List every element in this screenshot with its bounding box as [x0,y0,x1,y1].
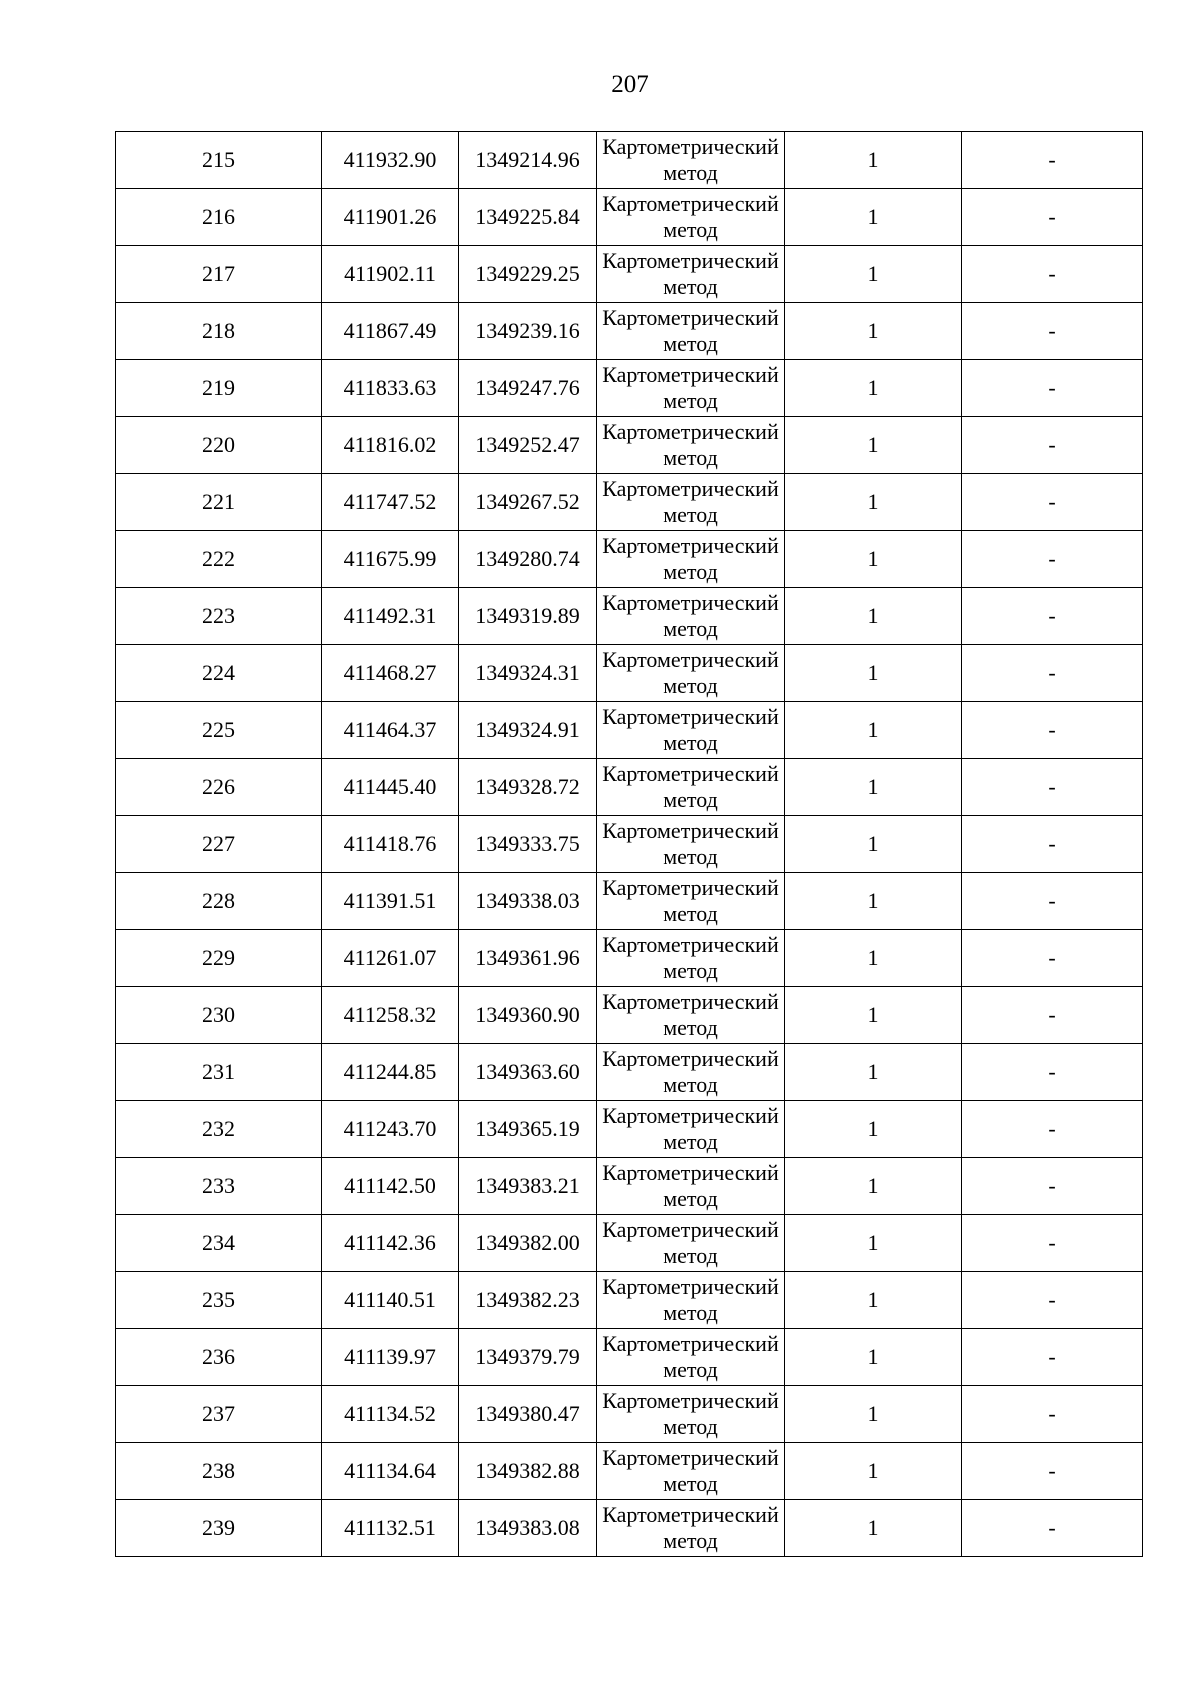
accuracy-cell: 1 [785,873,962,930]
page-number: 207 [611,71,649,98]
point-number-cell: 222 [116,531,322,588]
y-coordinate-cell: 1349214.96 [459,132,597,189]
y-coordinate-cell: 1349383.21 [459,1158,597,1215]
table-row [116,1329,1143,1386]
table-row [116,1044,1143,1101]
accuracy-cell: 1 [785,1215,962,1272]
note-cell: - [962,1158,1143,1215]
note-cell: - [962,1272,1143,1329]
point-number-cell: 224 [116,645,322,702]
accuracy-cell: 1 [785,1158,962,1215]
accuracy-cell: 1 [785,1443,962,1500]
y-coordinate-cell: 1349328.72 [459,759,597,816]
point-number-cell: 221 [116,474,322,531]
note-cell: - [962,1386,1143,1443]
y-coordinate-cell: 1349252.47 [459,417,597,474]
note-cell: - [962,189,1143,246]
point-number-cell: 230 [116,987,322,1044]
coordinates-table-body [116,132,1143,1557]
table-row [116,645,1143,702]
x-coordinate-cell: 411134.52 [322,1386,459,1443]
accuracy-cell: 1 [785,987,962,1044]
accuracy-cell: 1 [785,1500,962,1557]
point-number-cell: 217 [116,246,322,303]
x-coordinate-cell: 411418.76 [322,816,459,873]
accuracy-cell: 1 [785,645,962,702]
note-cell: - [962,1215,1143,1272]
note-cell: - [962,1443,1143,1500]
accuracy-cell: 1 [785,1101,962,1158]
y-coordinate-cell: 1349338.03 [459,873,597,930]
note-cell: - [962,132,1143,189]
method-cell: Картометрический метод [597,1500,785,1557]
x-coordinate-cell: 411261.07 [322,930,459,987]
note-cell: - [962,246,1143,303]
note-cell: - [962,1329,1143,1386]
method-cell: Картометрический метод [597,930,785,987]
method-cell: Картометрический метод [597,303,785,360]
y-coordinate-cell: 1349382.00 [459,1215,597,1272]
y-coordinate-cell: 1349361.96 [459,930,597,987]
y-coordinate-cell: 1349239.16 [459,303,597,360]
method-cell: Картометрический метод [597,873,785,930]
x-coordinate-cell: 411932.90 [322,132,459,189]
method-cell: Картометрический метод [597,132,785,189]
y-coordinate-cell: 1349360.90 [459,987,597,1044]
table-row [116,360,1143,417]
table-row [116,474,1143,531]
point-number-cell: 226 [116,759,322,816]
accuracy-cell: 1 [785,1044,962,1101]
method-cell: Картометрический метод [597,1443,785,1500]
note-cell: - [962,873,1143,930]
method-cell: Картометрический метод [597,759,785,816]
note-cell: - [962,588,1143,645]
method-cell: Картометрический метод [597,816,785,873]
table-row [116,1101,1143,1158]
method-cell: Картометрический метод [597,474,785,531]
x-coordinate-cell: 411902.11 [322,246,459,303]
point-number-cell: 239 [116,1500,322,1557]
method-cell: Картометрический метод [597,1044,785,1101]
accuracy-cell: 1 [785,474,962,531]
point-number-cell: 220 [116,417,322,474]
y-coordinate-cell: 1349365.19 [459,1101,597,1158]
point-number-cell: 233 [116,1158,322,1215]
accuracy-cell: 1 [785,531,962,588]
x-coordinate-cell: 411492.31 [322,588,459,645]
method-cell: Картометрический метод [597,1101,785,1158]
note-cell: - [962,303,1143,360]
note-cell: - [962,702,1143,759]
x-coordinate-cell: 411867.49 [322,303,459,360]
point-number-cell: 218 [116,303,322,360]
x-coordinate-cell: 411445.40 [322,759,459,816]
point-number-cell: 225 [116,702,322,759]
y-coordinate-cell: 1349380.47 [459,1386,597,1443]
accuracy-cell: 1 [785,816,962,873]
accuracy-cell: 1 [785,588,962,645]
y-coordinate-cell: 1349382.23 [459,1272,597,1329]
accuracy-cell: 1 [785,417,962,474]
x-coordinate-cell: 411142.50 [322,1158,459,1215]
note-cell: - [962,531,1143,588]
y-coordinate-cell: 1349267.52 [459,474,597,531]
x-coordinate-cell: 411464.37 [322,702,459,759]
x-coordinate-cell: 411391.51 [322,873,459,930]
accuracy-cell: 1 [785,189,962,246]
x-coordinate-cell: 411142.36 [322,1215,459,1272]
y-coordinate-cell: 1349319.89 [459,588,597,645]
accuracy-cell: 1 [785,1272,962,1329]
method-cell: Картометрический метод [597,1329,785,1386]
point-number-cell: 219 [116,360,322,417]
note-cell: - [962,474,1143,531]
table-row [116,759,1143,816]
method-cell: Картометрический метод [597,1158,785,1215]
accuracy-cell: 1 [785,360,962,417]
y-coordinate-cell: 1349363.60 [459,1044,597,1101]
x-coordinate-cell: 411901.26 [322,189,459,246]
accuracy-cell: 1 [785,759,962,816]
point-number-cell: 234 [116,1215,322,1272]
method-cell: Картометрический метод [597,987,785,1044]
method-cell: Картометрический метод [597,1215,785,1272]
method-cell: Картометрический метод [597,588,785,645]
note-cell: - [962,816,1143,873]
table-row [116,132,1143,189]
y-coordinate-cell: 1349280.74 [459,531,597,588]
point-number-cell: 215 [116,132,322,189]
accuracy-cell: 1 [785,303,962,360]
table-row [116,1215,1143,1272]
x-coordinate-cell: 411140.51 [322,1272,459,1329]
table-row [116,1272,1143,1329]
method-cell: Картометрический метод [597,1272,785,1329]
method-cell: Картометрический метод [597,246,785,303]
y-coordinate-cell: 1349379.79 [459,1329,597,1386]
table-row [116,303,1143,360]
point-number-cell: 223 [116,588,322,645]
table-row [116,1443,1143,1500]
note-cell: - [962,360,1143,417]
accuracy-cell: 1 [785,1386,962,1443]
note-cell: - [962,417,1143,474]
accuracy-cell: 1 [785,246,962,303]
accuracy-cell: 1 [785,702,962,759]
note-cell: - [962,645,1143,702]
point-number-cell: 227 [116,816,322,873]
table-row [116,816,1143,873]
table-row [116,588,1143,645]
point-number-cell: 229 [116,930,322,987]
x-coordinate-cell: 411244.85 [322,1044,459,1101]
note-cell: - [962,1101,1143,1158]
point-number-cell: 238 [116,1443,322,1500]
table-row [116,702,1143,759]
method-cell: Картометрический метод [597,702,785,759]
table-row [116,1500,1143,1557]
method-cell: Картометрический метод [597,1386,785,1443]
table-row [116,873,1143,930]
x-coordinate-cell: 411816.02 [322,417,459,474]
x-coordinate-cell: 411747.52 [322,474,459,531]
coordinates-table [115,131,1143,1557]
note-cell: - [962,1500,1143,1557]
x-coordinate-cell: 411134.64 [322,1443,459,1500]
method-cell: Картометрический метод [597,531,785,588]
y-coordinate-cell: 1349333.75 [459,816,597,873]
accuracy-cell: 1 [785,1329,962,1386]
y-coordinate-cell: 1349229.25 [459,246,597,303]
x-coordinate-cell: 411243.70 [322,1101,459,1158]
point-number-cell: 231 [116,1044,322,1101]
note-cell: - [962,1044,1143,1101]
accuracy-cell: 1 [785,132,962,189]
point-number-cell: 236 [116,1329,322,1386]
x-coordinate-cell: 411468.27 [322,645,459,702]
y-coordinate-cell: 1349324.91 [459,702,597,759]
point-number-cell: 237 [116,1386,322,1443]
y-coordinate-cell: 1349247.76 [459,360,597,417]
accuracy-cell: 1 [785,930,962,987]
method-cell: Картометрический метод [597,417,785,474]
table-row [116,417,1143,474]
point-number-cell: 216 [116,189,322,246]
y-coordinate-cell: 1349382.88 [459,1443,597,1500]
x-coordinate-cell: 411833.63 [322,360,459,417]
point-number-cell: 228 [116,873,322,930]
table-row [116,1386,1143,1443]
y-coordinate-cell: 1349225.84 [459,189,597,246]
table-row [116,987,1143,1044]
x-coordinate-cell: 411258.32 [322,987,459,1044]
method-cell: Картометрический метод [597,189,785,246]
method-cell: Картометрический метод [597,360,785,417]
table-row [116,246,1143,303]
point-number-cell: 232 [116,1101,322,1158]
note-cell: - [962,759,1143,816]
x-coordinate-cell: 411132.51 [322,1500,459,1557]
y-coordinate-cell: 1349383.08 [459,1500,597,1557]
note-cell: - [962,987,1143,1044]
table-row [116,531,1143,588]
x-coordinate-cell: 411675.99 [322,531,459,588]
point-number-cell: 235 [116,1272,322,1329]
table-row [116,930,1143,987]
note-cell: - [962,930,1143,987]
table-row [116,189,1143,246]
method-cell: Картометрический метод [597,645,785,702]
y-coordinate-cell: 1349324.31 [459,645,597,702]
x-coordinate-cell: 411139.97 [322,1329,459,1386]
table-row [116,1158,1143,1215]
